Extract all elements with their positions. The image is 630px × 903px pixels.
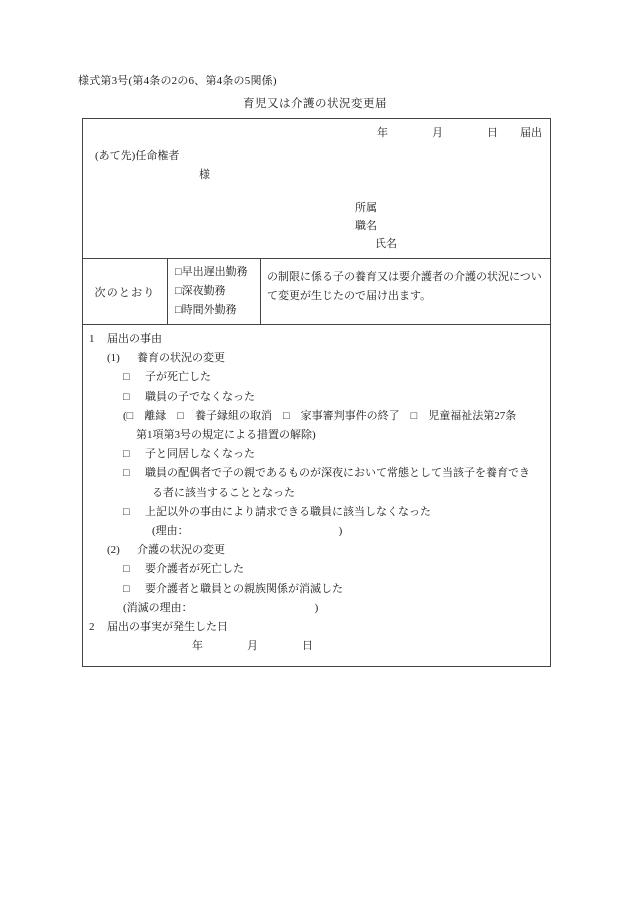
subsection-1-number: (1) xyxy=(107,352,120,365)
list-item-label: 子が死亡した xyxy=(145,371,211,384)
list-item-continuation: る者に該当することとなった xyxy=(152,486,295,499)
section-1-number: 1 xyxy=(89,333,95,345)
statement-text: の制限に係る子の養育又は要介護者の介護の状況について変更が生じたので届け出ます。 xyxy=(267,271,542,302)
page-title: 育児又は介護の状況変更届 xyxy=(243,98,387,110)
form-code-label: 様式第3号(第4条の2の6、第4条の5関係) xyxy=(78,75,277,87)
checkbox-icon[interactable]: □ xyxy=(123,505,130,518)
checkbox-overtime-duty[interactable]: □時間外勤務 xyxy=(175,304,237,316)
list-item-label: 職員の配偶者で子の親であるものが深夜において常態として当該子を養育でき xyxy=(145,467,530,480)
checkbox-late-night-duty[interactable]: □深夜勤務 xyxy=(175,285,226,297)
section-2-heading xyxy=(89,618,542,637)
extinction-reason-field-row[interactable] xyxy=(89,599,542,618)
checkbox-icon[interactable]: □ xyxy=(123,467,130,480)
subsection-2-number: (2) xyxy=(107,544,120,557)
affiliation-label: 所属 xyxy=(355,202,377,214)
job-title-label: 職名 xyxy=(355,220,377,232)
form-frame xyxy=(82,118,551,667)
reason-field-row[interactable] xyxy=(89,522,542,541)
subsection-1-title: 養育の状況の変更 xyxy=(137,352,225,365)
subsection-1-heading xyxy=(89,349,542,368)
list-item-label: 職員の子でなくなった xyxy=(145,390,255,403)
checkbox-early-late-duty[interactable]: □早出遅出勤務 xyxy=(175,266,248,278)
list-item[interactable] xyxy=(89,464,542,483)
checkbox-icon[interactable]: □ xyxy=(123,582,130,595)
paren-sub-options-line-2: 第1項第3号の規定による措置の解除) xyxy=(136,429,316,442)
statement-row xyxy=(83,259,550,325)
list-item-label: 上記以外の事由により請求できる職員に該当しなくなった xyxy=(145,505,431,518)
paren-sub-options-line-1[interactable]: (□ 離縁 □ 養子縁組の取消 □ 家事審判事件の終了 □ 児童福祉法第27条 xyxy=(123,409,517,422)
header-box xyxy=(83,119,550,259)
work-type-checkbox-group xyxy=(168,259,261,324)
reason-field-close-label: ) xyxy=(338,525,343,538)
list-item-label: 要介護者と職員との親族関係が消滅した xyxy=(145,582,343,595)
list-item-label: 子と同居しなくなった xyxy=(145,448,255,461)
list-item[interactable] xyxy=(89,368,542,387)
subsection-2-heading xyxy=(89,541,542,560)
statement-lead-label: 次のとおり xyxy=(83,259,168,324)
reasons-body xyxy=(83,325,550,666)
section-2-title: 届出の事実が発生した日 xyxy=(107,621,228,634)
occurrence-date-line[interactable]: 年 月 日 xyxy=(192,640,313,653)
checkbox-icon[interactable]: □ xyxy=(123,371,130,384)
extinction-reason-open-label: (消滅の理由： xyxy=(123,601,193,614)
submission-date-line: 年 月 日 届出 xyxy=(377,127,542,139)
list-item[interactable] xyxy=(89,388,542,407)
checkbox-icon[interactable]: □ xyxy=(123,390,130,403)
honorific-label: 様 xyxy=(199,169,210,181)
list-item-label: 要介護者が死亡した xyxy=(145,563,244,576)
name-label: 氏名 xyxy=(375,238,397,250)
section-1-heading xyxy=(89,330,542,349)
list-item[interactable] xyxy=(89,445,542,464)
checkbox-icon[interactable]: □ xyxy=(123,448,130,461)
list-item[interactable] xyxy=(89,580,542,599)
subsection-2-title: 介護の状況の変更 xyxy=(137,544,225,557)
extinction-reason-close-label: ) xyxy=(314,601,319,614)
reason-field-open-label: (理由： xyxy=(152,525,189,538)
list-item[interactable] xyxy=(89,503,542,522)
signature-block xyxy=(355,199,397,253)
section-1-title: 届出の事由 xyxy=(107,333,162,345)
list-item[interactable] xyxy=(89,560,542,579)
section-2-number: 2 xyxy=(89,621,95,634)
checkbox-icon[interactable]: □ xyxy=(123,563,130,576)
addressee-label: (あて先)任命権者 xyxy=(95,150,180,162)
